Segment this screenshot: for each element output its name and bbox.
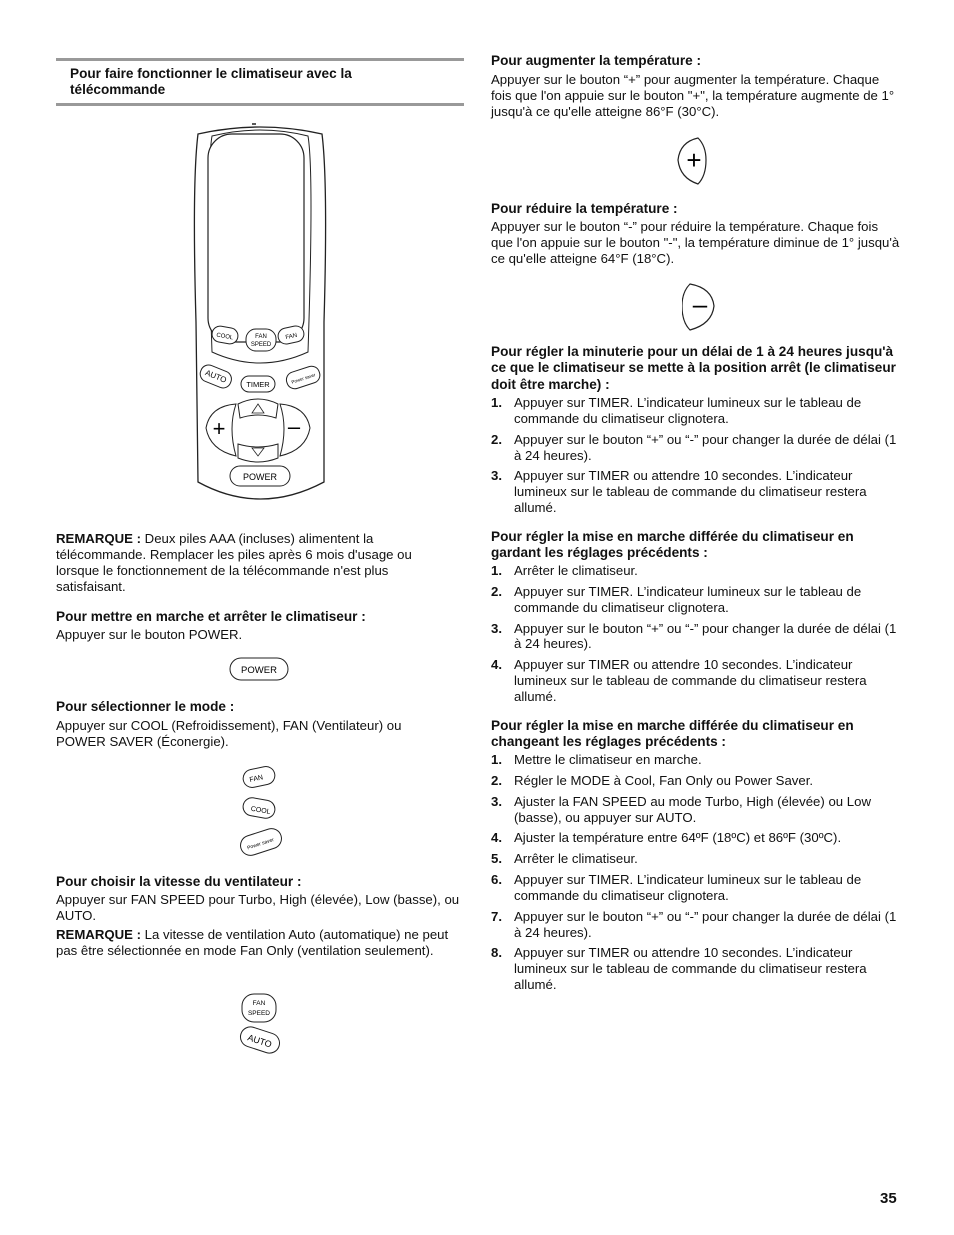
auto-button-label: AUTO <box>246 1032 274 1050</box>
temp-up-text: Appuyer sur le bouton “+” pour augmenter la température. Chaque fois que l'on appuie sur le bouton "+", la température augmente de 1° jusqu'à ce qu'elle atteigne 86°F (30°C). <box>491 72 895 119</box>
step-text: Mettre le climatiseur en marche. <box>514 752 702 767</box>
list-item <box>491 657 901 705</box>
step-number: 1. <box>491 563 502 578</box>
plus-button-illustration <box>676 136 716 186</box>
mode-cool-label: COOL <box>250 805 271 816</box>
step-text: Appuyer sur TIMER. L’indicateur lumineux sur le tableau de commande du climatiseur clignotera. <box>514 583 862 615</box>
remote-power-button <box>230 466 290 486</box>
remote-fan-speed-button <box>246 329 276 351</box>
step-number: 8. <box>491 945 502 961</box>
temp-down-title: Pour réduire la température : <box>491 201 678 216</box>
step-text: Appuyer sur le bouton “+” ou “-” pour changer la durée de délai (1 à 24 heures). <box>514 620 897 652</box>
remote-fan-label: FAN <box>285 332 298 342</box>
delay-change-steps <box>491 752 901 998</box>
list-item <box>491 621 901 653</box>
power-button-illustration <box>229 657 291 683</box>
step-text: Ajuster la température entre 64ºF (18ºC) et 86ºF (30ºC). <box>514 830 842 846</box>
step-number: 2. <box>491 772 502 788</box>
step-number: 3. <box>491 468 502 484</box>
remote-plus-label: + <box>212 416 226 441</box>
list-item <box>491 872 901 904</box>
remote-cool-label: COOL <box>215 332 234 342</box>
mode-fan-button <box>241 765 276 789</box>
step-text: Appuyer sur le bouton “+” ou “-” pour changer la durée de délai (1 à 24 heures). <box>514 908 897 940</box>
step-number: 5. <box>491 851 502 867</box>
plus-icon: + <box>686 145 702 175</box>
step-text: Appuyer sur TIMER. L’indicateur lumineux sur le tableau de commande du climatiseur clignotera. <box>514 395 862 426</box>
step-text: Arrêter le climatiseur. <box>514 563 638 578</box>
step-number: 2. <box>491 583 502 599</box>
auto-button <box>238 1024 282 1055</box>
mode-text: Appuyer sur COOL (Refroidissement), FAN (Ventilateur) ou POWER SAVER (Éconergie). <box>56 718 402 749</box>
battery-note-text: Deux piles AAA (incluses) alimentent la télécommande. Remplacer les piles après 6 mois d'usage ou lorsque le fonctionnement de la télécommande n'est plus satisfaisant. <box>56 531 412 594</box>
step-number: 4. <box>491 657 502 673</box>
fan-speed-button <box>242 994 276 1022</box>
step-number: 6. <box>491 872 502 888</box>
delay-keep-steps <box>491 563 901 710</box>
fan-speed-note-label: REMARQUE : <box>56 927 141 942</box>
remote-auto-label: AUTO <box>203 368 228 385</box>
fan-speed-button-label-2: SPEED <box>247 1010 271 1017</box>
step-text: Appuyer sur TIMER. L’indicateur lumineux sur le tableau de commande du climatiseur clignotera. <box>514 872 862 903</box>
mode-cool-button <box>242 796 277 819</box>
remote-timer-label: TIMER <box>246 380 270 389</box>
list-item <box>491 584 901 616</box>
step-text: Appuyer sur le bouton “+” ou “-” pour changer la durée de délai (1 à 24 heures). <box>514 431 897 463</box>
mode-fan-label: FAN <box>248 774 264 784</box>
remote-minus-label: – <box>287 414 301 439</box>
step-number: 1. <box>491 752 502 767</box>
page-number: 35 <box>880 1190 897 1207</box>
fan-speed-note-text: La vitesse de ventilation Auto (automatique) ne peut pas être sélectionnée en mode Fan Only (ventilation seulement). <box>56 927 449 958</box>
timer-steps <box>491 395 901 521</box>
step-number: 2. <box>491 431 502 447</box>
list-item <box>491 468 901 516</box>
list-item <box>491 909 901 941</box>
list-item <box>491 432 901 464</box>
list-item <box>491 563 901 579</box>
remote-fan-speed-label-1: FAN <box>255 334 267 340</box>
header-bottom-rule <box>56 103 464 106</box>
remote-timer-button <box>241 376 275 392</box>
fan-speed-note <box>56 927 456 959</box>
step-text: Ajuster la FAN SPEED au mode Turbo, High (élevée) ou Low (basse), ou appuyer sur AUTO. <box>514 793 871 825</box>
step-text: Appuyer sur TIMER ou attendre 10 secondes. L’indicateur lumineux sur le tableau de commande du climatiseur restera allumé. <box>514 657 867 704</box>
step-number: 3. <box>491 620 502 636</box>
list-item <box>491 773 901 789</box>
power-text: Appuyer sur le bouton POWER. <box>56 627 243 642</box>
list-item <box>491 794 901 826</box>
remote-power-label: POWER <box>242 472 278 482</box>
mode-title: Pour sélectionner le mode : <box>56 699 235 714</box>
list-item <box>491 752 901 768</box>
step-text: Arrêter le climatiseur. <box>514 851 638 867</box>
temp-down-text: Appuyer sur le bouton “-” pour réduire la température. Chaque fois que l'on appuie sur le bouton "-", la température diminue de 1° jusqu'à ce qu'elle atteigne 64°F (18°C). <box>491 219 900 266</box>
step-number: 7. <box>491 908 502 924</box>
step-number: 1. <box>491 395 502 410</box>
fan-speed-button-label-1: FAN <box>252 1000 266 1007</box>
step-text: Régler le MODE à Cool, Fan Only ou Power Saver. <box>514 772 814 788</box>
delay-keep-title: Pour régler la mise en marche différée du climatiseur en gardant les réglages précédents : <box>491 529 854 561</box>
step-text: Appuyer sur TIMER ou attendre 10 secondes. L’indicateur lumineux sur le tableau de commande du climatiseur restera allumé. <box>514 468 867 516</box>
mode-power-saver-button <box>238 826 284 858</box>
battery-note <box>56 531 456 594</box>
remote-power-saver-label: Power saver <box>290 372 317 385</box>
minus-icon: – <box>692 289 708 319</box>
remote-fan-speed-label-2: SPEED <box>250 342 272 348</box>
delay-change-title: Pour régler la mise en marche différée du climatiseur en changeant les réglages précédents : <box>491 718 854 750</box>
step-number: 4. <box>491 830 502 846</box>
minus-button-illustration <box>682 282 722 332</box>
fan-speed-buttons-illustration <box>236 992 286 1060</box>
step-text: Appuyer sur TIMER ou attendre 10 secondes. L’indicateur lumineux sur le tableau de commande du climatiseur restera allumé. <box>514 945 867 993</box>
step-number: 3. <box>491 793 502 809</box>
list-item <box>491 395 901 427</box>
power-title: Pour mettre en marche et arrêter le climatiseur : <box>56 609 366 624</box>
fan-speed-text: Appuyer sur FAN SPEED pour Turbo, High (élevée), Low (basse), ou AUTO. <box>56 892 460 923</box>
timer-title: Pour régler la minuterie pour un délai de 1 à 24 heures jusqu'à ce que le climatiseur se mette à la position arrêt (le climatiseur doit être marche) : <box>491 344 896 392</box>
list-item <box>491 851 901 867</box>
header-top-rule <box>56 58 464 61</box>
list-item <box>491 945 901 993</box>
mode-buttons-illustration <box>236 762 288 862</box>
fan-speed-title: Pour choisir la vitesse du ventilateur : <box>56 874 302 889</box>
battery-note-label: REMARQUE : <box>56 531 141 546</box>
temp-up-title: Pour augmenter la température : <box>491 53 701 68</box>
section-title: Pour faire fonctionner le climatiseur avec la télécommande <box>70 66 352 98</box>
list-item <box>491 830 901 846</box>
power-button-label: POWER <box>241 665 277 676</box>
mode-power-saver-label: Power saver <box>246 837 275 852</box>
remote-control-illustration <box>190 122 330 514</box>
